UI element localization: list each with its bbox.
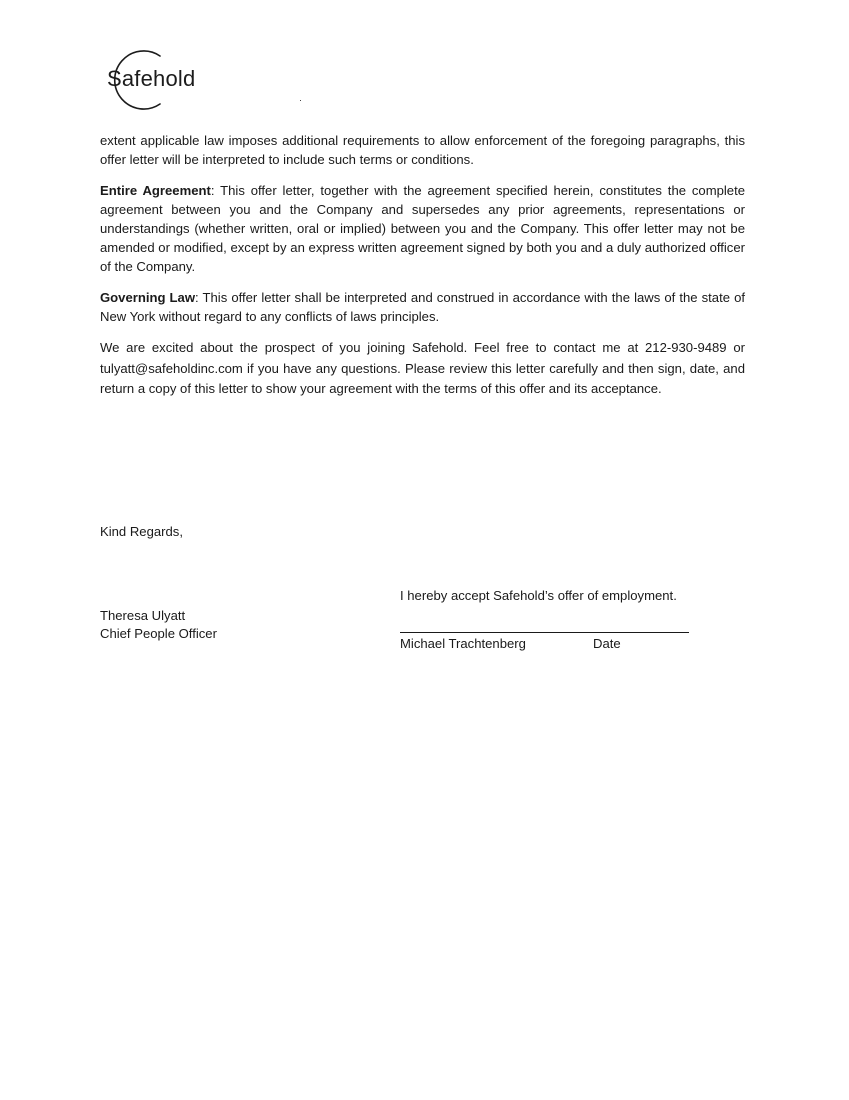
governing-law-heading: Governing Law [100,290,196,305]
signer-block [100,607,217,643]
signature-line[interactable] [400,632,689,633]
closing-salutation: Kind Regards, [100,524,183,539]
paragraph-entire-agreement [100,181,745,276]
entire-agreement-text: : This offer letter, together with the agreement specified herein, constitutes the complete agreement between you and the Company and supersedes any prior agreements, representations or understandings (whether written, oral or implied) between you and the Company. This offer letter may not be amended or modified, except by an express written agreement signed by both you and a duly authorized officer of the Company. [100,183,745,274]
letter-body [100,131,745,412]
signer-name: Theresa Ulyatt [100,608,186,623]
stray-mark [300,100,301,101]
paragraph-enforcement: extent applicable law imposes additional requirements to allow enforcement of the foregoing paragraphs, this offer letter will be interpreted to include such terms or conditions. [100,133,745,167]
acceptance-statement: I hereby accept Safehold’s offer of employment. [400,588,677,603]
entire-agreement-heading: Entire Agreement [100,183,211,198]
acceptor-name: Michael Trachtenberg [400,636,526,651]
date-label: Date [593,636,621,651]
safehold-logo [98,50,208,110]
paragraph-governing-law [100,288,745,326]
paragraph-welcome: We are excited about the prospect of you joining Safehold. Feel free to contact me at 212-930-9489 or tulyatt@safeholdinc.com if you have any questions. Please review this letter carefully and then sign, date, and return a copy of this letter to show your agreement with the terms of this offer and its acceptance. [100,340,745,396]
logo-wordmark: Safehold [107,66,196,91]
signer-title: Chief People Officer [100,626,217,641]
governing-law-text: : This offer letter shall be interpreted and construed in accordance with the laws of the state of New York without regard to any conflicts of laws principles. [100,290,746,324]
